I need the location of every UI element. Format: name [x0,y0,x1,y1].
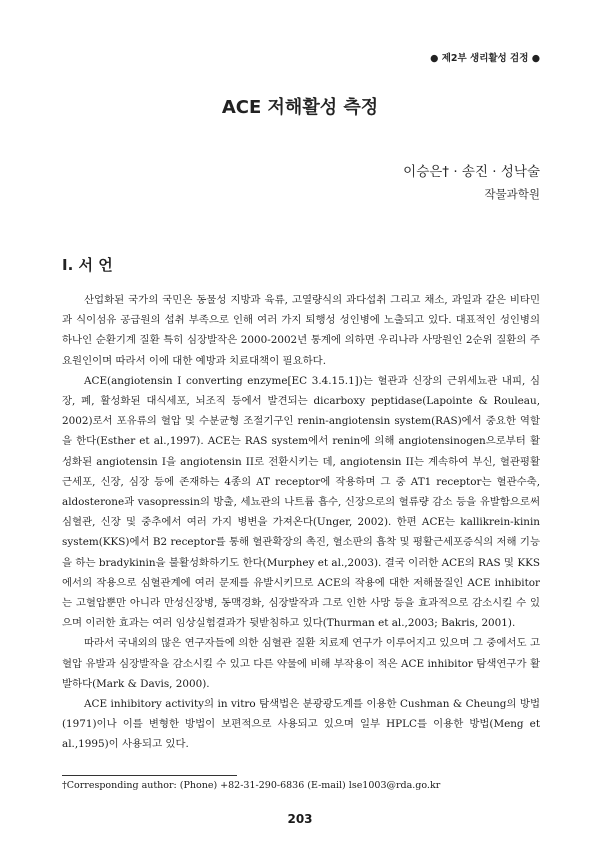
author-list: 이승은† · 송진 · 성낙술 [403,164,540,180]
page-title: ACE 저해활성 측정 [221,97,379,118]
running-header: ● 제2부 생리활성 검정 ● [430,53,540,64]
paragraph: ACE(angiotensin I converting enzyme[EC 3.4.15.1])는 혈관과 신장의 근위세뇨관 내피, 심장, 폐, 활성화된 대식세포, 뇌조직 등에서 발견되는 dicarboxy peptidase(Lapointe & Rouleau, 2002)로서 포유류의 혈압 및 수분균형 조절기구인 renin-angiotensin system(RAS)에서 중요한 역할을 한다(Esther et al.,1997). ACE는 RAS system에서 renin에 의해 angiotensinogen으로부터 활성화된 angiotensin I을 angiotensin II로 전환시키는 데, angiotensin II는 계속하여 부신, 혈관평활근세포, 신장, 심장 등에 존재하는 4종의 AT receptor에 작용하며 그 중 AT1 receptor는 혈관수축, aldosterone과 vasopressin의 방출, 세뇨관의 나트륨 흡수, 신장으로의 혈류량 감소 등을 유발함으로써 심혈관, 신장 및 중추에서 여러 가지 병변을 가져온다(Unger, 2002). 한편 ACE는 kallikrein-kinin system(KKS)에서 B2 receptor를 통해 혈관확장의 촉진, 혈소판의 흡착 및 평활근세포증식의 저해 기능을 하는 bradykinin을 불활성화하기도 한다(Murphey et al.,2003). 결국 이러한 ACE의 RAS 및 KKS에서의 작용으로 심혈관계에 여러 문제를 유발시키므로 ACE의 작용에 대한 저해물질인 ACE inhibitor는 고혈압뿐만 아니라 만성신장병, 동맥경화, 심장발작과 그로 인한 사망 등을 효과적으로 감소시킬 수 있으며 이러한 효과는 여러 임상실험결과가 뒷받침하고 있다(Thurman et al.,2003; Bakris, 2001). [62,374,540,630]
section-heading: I. 서 언 [62,256,113,274]
body-text [62,290,540,755]
affiliation: 작물과학원 [484,187,540,201]
paragraph: ACE inhibitory activity의 in vitro 탐색법은 분광광도계를 이용한 Cushman & Cheung의 방법(1971)이나 이를 변형한 방법이 보편적으로 사용되고 있으며 일부 HPLC를 이용한 방법(Meng et al.,1995)이 사용되고 있다. [62,698,540,751]
footnote: †Corresponding author: (Phone) +82-31-290-6836 (E-mail) lse1003@rda.go.kr [62,780,441,791]
paragraph: 따라서 국내외의 많은 연구자들에 의한 심혈관 질환 치료제 연구가 이루어지고 있으며 그 중에서도 고혈압 유발과 심장발작을 감소시킬 수 있고 다른 약물에 비해 부작용이 적은 ACE inhibitor 탐색연구가 활발하다(Mark & Davis, 2000). [62,637,540,690]
paragraph: 산업화된 국가의 국민은 동물성 지방과 육류, 고열량식의 과다섭취 그리고 채소, 과일과 같은 비타민과 식이섬유 공급원의 섭취 부족으로 인해 여러 가지 퇴행성 성인병에 노출되고 있다. 대표적인 성인병의 하나인 순환기계 질환 특히 심장발작은 2000-2002년 통계에 의하면 우리나라 사망원인 2순위 질환의 주요원인이며 따라서 이에 대한 예방과 치료대책이 필요하다. [62,294,540,367]
footnote-divider [62,775,237,776]
page-number: 203 [287,812,313,826]
